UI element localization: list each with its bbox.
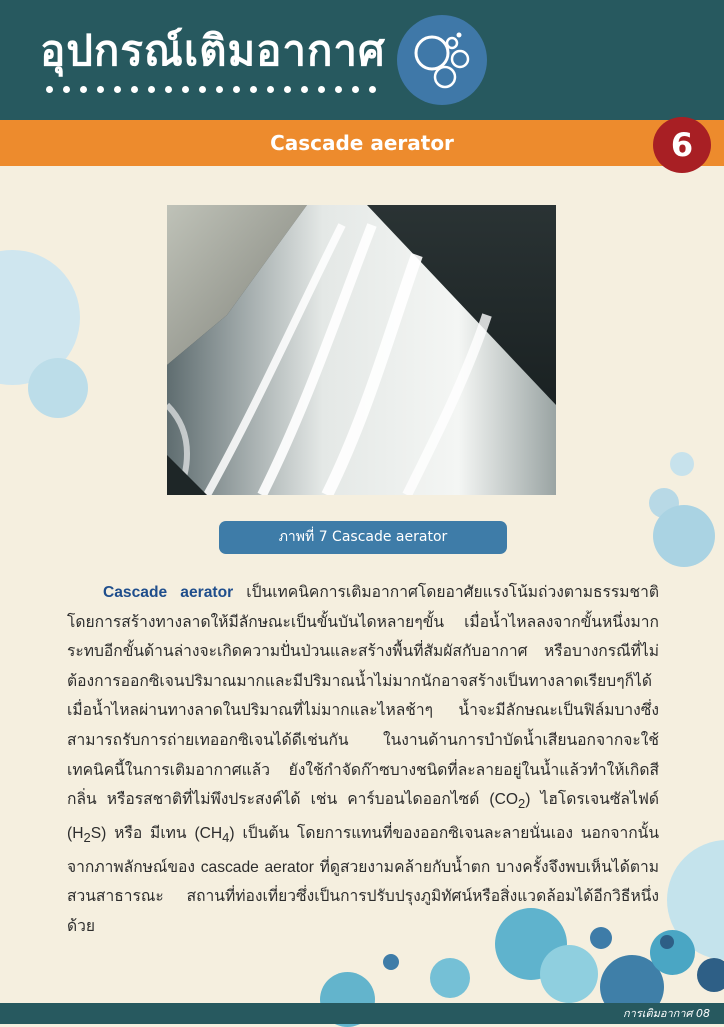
section-number-badge: 6 [653, 117, 711, 173]
decor-bubble-bottom-10 [660, 935, 674, 949]
lead-term: Cascade aerator [103, 584, 234, 601]
page-header [0, 0, 724, 120]
header-dots [46, 78, 386, 97]
subscript-3: 4 [222, 829, 230, 845]
footer-page-label: การเติมอากาศ 08 [623, 1007, 710, 1020]
bubbles-icon [397, 15, 487, 105]
body-text-1: เป็นเทคนิคการเติมอากาศโดยอาศัยแรงโน้มถ่วงตามธรรมชาติ โดยการสร้างทางลาดให้มีลักษณะเป็นขั้นบันไดหลายๆขั้น เมื่อน้ำไหลลงจากขั้นหนึ่งมากระทบอีกขั้นด้านล่างจะเกิดความปั่นป่วนและสร้างพื้นที่สัมผัสกับอากาศ หรือบางกรณีที่ไม่ต้องการออกซิเจนปริมาณมากและมีปริมาณน้ำไม่มากนักอาจสร้างเป็นทางลาดเรียบๆก็ได้ เมื่อน้ำไหลผ่านทางลาดในปริมาณที่ไม่มากและไหลช้าๆ น้ำจะมีลักษณะเป็นฟิล์มบางซึ่งสามารถรับการถ่ายเทออกซิเจนได้ดีเช่นกัน ในงานด้านการบำบัดน้ำเสียนอกจากจะใช้เทคนิคนี้ในการเติมอากาศแล้ว ยังใช้กำจัดก๊าซบางชนิดที่ละลายอยู่ในน้ำแล้วทำให้เกิดสี กลิ่น หรือรสชาติที่ไม่พึงประสงค์ได้ เช่น คาร์บอนไดออกไซด์ (CO [67, 584, 659, 809]
decor-bubble-bottom-9 [697, 958, 724, 992]
body-paragraph [67, 578, 659, 941]
subscript-2: 2 [83, 829, 91, 845]
decor-bubble-left-small [28, 358, 88, 418]
page-title: อุปกรณ์เติมอากาศ [40, 26, 386, 75]
decor-bubble-bottom-5 [430, 958, 470, 998]
decor-bubble-right-3 [653, 505, 715, 567]
decor-bubble-right-1 [670, 452, 694, 476]
decor-bubble-bottom-2 [540, 945, 598, 1003]
decor-bubble-bottom-8 [383, 954, 399, 970]
section-title: Cascade aerator [270, 131, 454, 155]
cascade-aerator-photo [167, 205, 556, 495]
body-text-3: S) หรือ มีเทน (CH [90, 824, 223, 842]
body-text-4: ) เป็นต้น โดยการแทนที่ของออกซิเจนละลายนั่นเอง นอกจากนั้นจากภาพลักษณ์ของ cascade aerator ที่ดูสวยงามคล้ายกับน้ำตก บางครั้งจึงพบเห็นได้ตามสวนสาธารณะ สถานที่ท่องเที่ยวซึ่งเป็นการปรับปรุงภูมิทัศน์หรือสิ่งแวดล้อมได้อีกวิธีหนึ่งด้วย [67, 824, 659, 935]
section-bar [0, 120, 724, 166]
body-text-2: ) ไฮโดรเจนซัลไฟด์ (H [67, 791, 659, 842]
subscript-1: 2 [518, 796, 526, 812]
figure-caption: ภาพที่ 7 Cascade aerator [219, 521, 507, 554]
page-footer [0, 1003, 724, 1024]
